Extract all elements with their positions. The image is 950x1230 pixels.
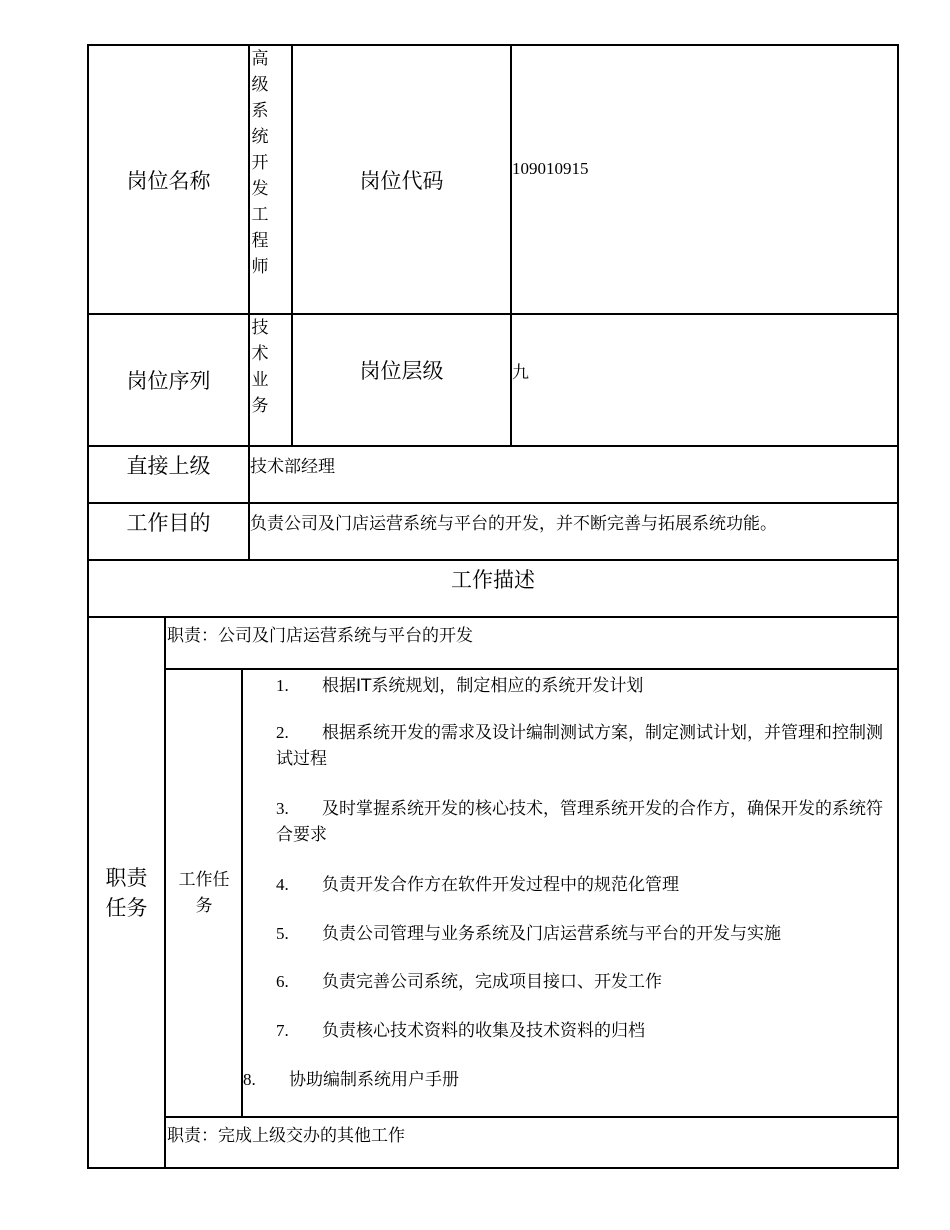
sequence-value: 技术业务 — [251, 318, 269, 416]
task-text: 根据系统开发的需求及设计编制测试方案，制定测试计划，并管理和控制测试过程 — [276, 723, 883, 769]
task-number: 1. — [276, 676, 289, 695]
task-number: 5. — [276, 924, 289, 943]
sequence-cell — [250, 315, 291, 445]
position-code-label: 岗位代码 — [359, 168, 444, 193]
duties-label — [89, 618, 164, 1167]
purpose-value: 负责公司及门店运营系统与平台的开发，并不断完善与拓展系统功能。 — [250, 513, 777, 534]
task-item — [276, 720, 884, 772]
position-code-value: 109010915 — [512, 158, 589, 178]
task-item — [276, 796, 884, 848]
task-text: 负责核心技术资料的收集及技术资料的归档 — [322, 1021, 645, 1041]
task-text: 协助编制系统用户手册 — [289, 1070, 459, 1090]
task-number: 3. — [276, 799, 289, 818]
task-number: 8. — [243, 1070, 256, 1089]
sequence-label: 岗位序列 — [126, 369, 211, 393]
purpose-label: 工作目的 — [126, 511, 211, 535]
duties-label-line2: 任务 — [105, 895, 148, 920]
level-label: 岗位层级 — [359, 359, 444, 383]
task-text: 根据IT系统规划，制定相应的系统开发计划 — [322, 676, 644, 696]
task-label-line2: 务 — [195, 896, 213, 916]
duty-1: 职责：公司及门店运营系统与平台的开发 — [167, 625, 473, 646]
duties-label-line1: 职责 — [105, 865, 148, 890]
position-name-cell — [250, 46, 291, 313]
task-number: 7. — [276, 1021, 289, 1040]
duty-2: 职责：完成上级交办的其他工作 — [167, 1125, 405, 1146]
supervisor-value: 技术部经理 — [250, 456, 335, 477]
task-number: 6. — [276, 972, 289, 991]
task-item — [276, 1018, 884, 1044]
task-text: 负责完善公司系统，完成项目接口、开发工作 — [322, 972, 662, 992]
position-name-value: 高级系统开发工程师 — [251, 49, 269, 277]
position-name-label: 岗位名称 — [126, 168, 211, 193]
task-item — [276, 969, 884, 995]
task-item — [276, 921, 884, 947]
task-label — [167, 670, 241, 1116]
description-header: 工作描述 — [451, 568, 535, 592]
task-text: 负责开发合作方在软件开发过程中的规范化管理 — [322, 875, 679, 895]
task-text: 负责公司管理与业务系统及门店运营系统与平台的开发与实施 — [322, 924, 781, 944]
level-value: 九 — [512, 362, 529, 383]
task-item — [276, 872, 884, 898]
supervisor-label: 直接上级 — [126, 454, 211, 478]
task-number: 2. — [276, 723, 289, 742]
task-item — [243, 1067, 851, 1093]
task-item — [276, 673, 884, 699]
task-label-line1: 工作任 — [178, 870, 230, 890]
task-number: 4. — [276, 875, 289, 894]
task-text: 及时掌握系统开发的核心技术，管理系统开发的合作方，确保开发的系统符合要求 — [276, 799, 883, 845]
